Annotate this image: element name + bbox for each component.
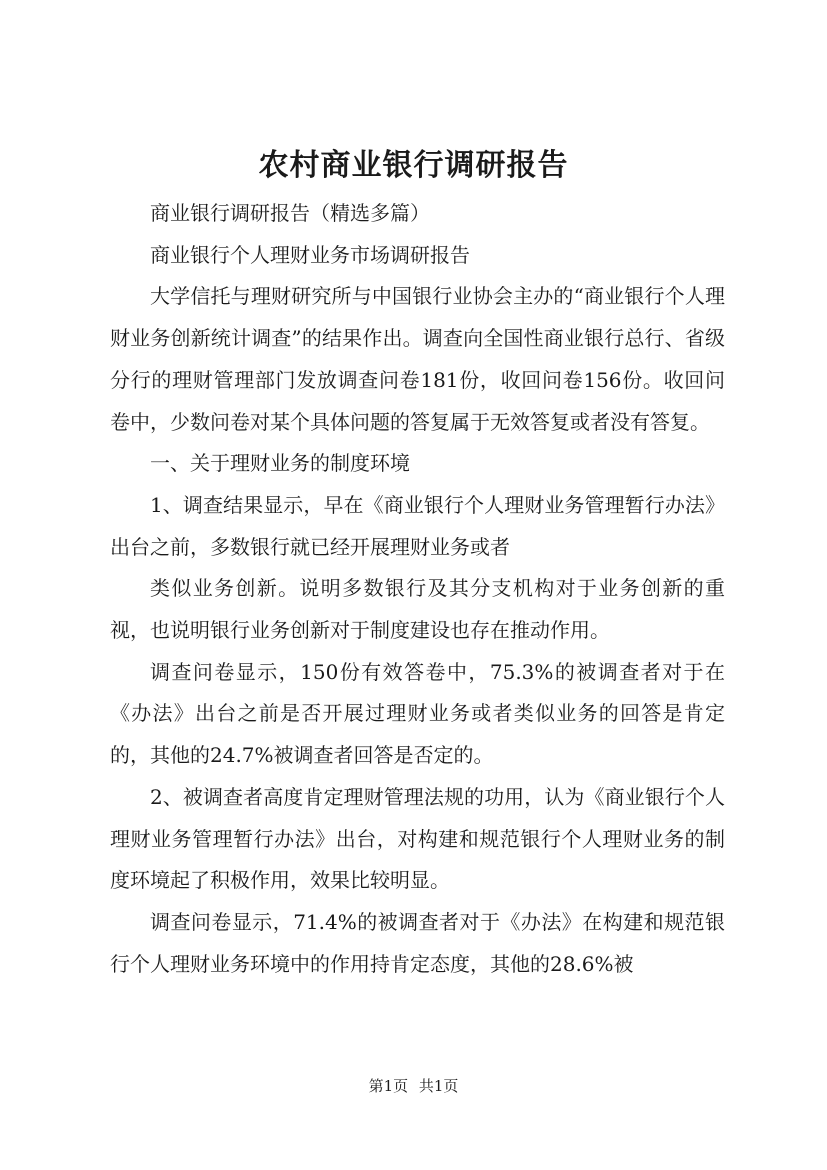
paragraph: 类似业务创新。说明多数银行及其分支机构对于业务创新的重视，也说明银行业务创新对于制度建设也存在推动作用。 <box>110 576 725 643</box>
paragraph: 大学信托与理财研究所与中国银行业协会主办的“商业银行个人理财业务创新统计调查”的结果作出。调查向全国性商业银行总行、省级分行的理财管理部门发放调查问卷181份，收回问卷156份。收回问卷中，少数问卷对某个具体问题的答复属于无效答复或者没有答复。 <box>110 284 725 434</box>
paragraph: 调查问卷显示，150份有效答卷中，75.3%的被调查者对于在《办法》出台之前是否开展过理财业务或者类似业务的回答是肯定的，其他的24.7%被调查者回答是否定的。 <box>110 659 725 768</box>
page-total: 共1页 <box>418 1077 459 1095</box>
paragraph: 2、被调查者高度肯定理财管理法规的功用，认为《商业银行个人理财业务管理暂行办法》出台，对构建和规范银行个人理财业务的制度环境起了积极作用，效果比较明显。 <box>110 784 725 893</box>
paragraph: 调查问卷显示，71.4%的被调查者对于《办法》在构建和规范银行个人理财业务环境中的作用持肯定态度，其他的28.6%被 <box>110 909 725 976</box>
paragraph: 商业银行个人理财业务市场调研报告 <box>150 242 470 267</box>
document-body <box>110 193 725 985</box>
document-title: 农村商业银行调研报告 <box>258 148 569 183</box>
paragraph: 一、关于理财业务的制度环境 <box>150 451 410 476</box>
paragraph: 1、调查结果显示，早在《商业银行个人理财业务管理暂行办法》出台之前，多数银行就已经开展理财业务或者 <box>110 492 725 559</box>
paragraph: 商业银行调研报告（精选多篇） <box>150 201 430 225</box>
page-number: 第1页 <box>368 1077 409 1095</box>
page-footer <box>0 1076 827 1096</box>
